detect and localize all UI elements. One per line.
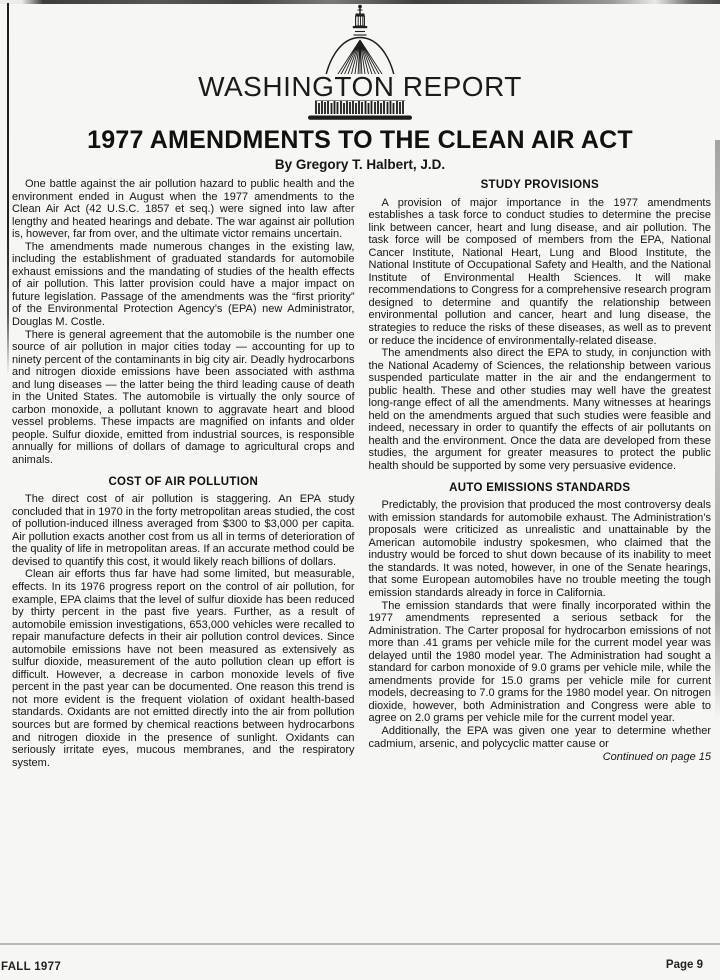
body-paragraph: One battle against the air pollution hazard to public health and the environment ended in August when the 1977 amendments to the Clean Air Act (42 U.S.C. 1857 et seq.) were signed into law after lengthy and heated hearings and debate. The war against air pollution is, however, far from over, and the ultimate victor remains uncertain. <box>12 178 355 241</box>
body-paragraph: The direct cost of air pollution is staggering. An EPA study concluded that in 1970 in the forty metropolitan areas studied, the cost of pollution-induced illness averaged from $300 to $3,000 per capita. Air pollution exacts another cost from us all in terms of deterioration of the quality of life in metropolitan areas. If an accurate method could be devised to quantify this cost, it would likely reach billions of dollars. <box>12 493 355 568</box>
body-paragraph: The amendments made numerous changes in the existing law, including the establishment of graduated standards for automobile exhaust emissions and the mandating of studies of the health effects of air pollution. This latter provision could have a major impact on future legislation. Passage of the amendments was the “first priority” of the Environmental Protection Agency’s (EPA) new Administrator, Douglas M. Costle. <box>12 240 355 329</box>
scan-edge-right <box>715 140 720 720</box>
article-headline: 1977 AMENDMENTS TO THE CLEAN AIR ACT <box>87 126 633 154</box>
bottom-rule <box>0 943 720 945</box>
right-column <box>369 178 712 769</box>
capitol-colonnade-icon <box>307 99 413 123</box>
left-column <box>12 178 355 769</box>
body-paragraph: Predictably, the provision that produced the most controversy deals with emission standards for automobile exhaust. The Administration’s proposals were criticized as unrealistic and unattainable by the American automobile industry spokesmen, who claimed that the industry would be forced to shut down because of its inability to meet the standards. It was noted, however, in one of the Senate hearings, that some European automobiles have no trouble meeting the tough emission standards already in force in California. <box>368 499 711 599</box>
footer-issue: FALL 1977 <box>1 961 62 973</box>
body-paragraph: The emission standards that were finally incorporated within the 1977 amendments represented a serious setback for the Administration. The Carter proposal for hydrocarbon emissions of not more than .41 grams per vehicle mile for the current model year was delayed until the 1980 model year. The Administration had sought a standard for carbon monoxide of 9.0 grams per vehicle mile, while the amendments provide for 15.0 grams per vehicle mile for current models, decreasing to 7.0 grams for the 1980 model year. On nitrogen dioxide, however, both Administration and Congress were able to agree on 2.0 grams per vehicle mile for the current model year. <box>368 599 711 725</box>
masthead <box>0 0 720 176</box>
section-heading-cost-of-air-pollution: COST OF AIR POLLUTION <box>108 475 259 488</box>
masthead-title: WASHINGTON REPORT <box>191 74 529 100</box>
scan-edge-top <box>0 0 720 4</box>
article-body <box>0 176 720 769</box>
body-paragraph: There is general agreement that the automobile is the number one source of air pollution in major cities today — accounting for up to ninety percent of the contaminants in big city air. Deadly hydrocarbons and nitrogen dioxide emissions have been associated with asthma and lung diseases — the latter being the third leading cause of death in the United States. The automobile is virtually the only source of carbon monoxide, a pollutant known to aggravate heart and blood vessel problems. These impacts are magnified on infants and older people. Sulfur dioxide, emitted from industrial sources, is responsible annually for millions of dollars of damage to agricultural crops and animals. <box>12 328 355 467</box>
article-byline: By Gregory T. Halbert, J.D. <box>274 157 446 172</box>
scan-edge-left <box>7 3 9 375</box>
body-paragraph: Additionally, the EPA was given one year to determine whether cadmium, arsenic, and polycyclic matter cause or <box>368 724 711 750</box>
section-heading-auto-emissions-standards: AUTO EMISSIONS STANDARDS <box>449 481 631 494</box>
continued-notice: Continued on page 15 <box>602 751 711 764</box>
body-paragraph: A provision of major importance in the 1977 amendments establishes a task force to conduct studies to determine the precise link between cancer, heart and lung disease, and air pollution. The task force will be composed of members from the EPA, National Cancer Institute, National Heart, Lung and Blood Institute, the National Institute of Occupational Safety and Health, and the National Institute of Environmental Health Sciences. It will make recommendations to Congress for a comprehensive research program designed to determine and quantify the relationship between environmental pollution and cancer, heart and lung disease, the strategies to reduce the risks of these diseases, as well as to prevent or reduce the incidence of environmentally-related disease. <box>368 196 711 347</box>
section-heading-study-provisions: STUDY PROVISIONS <box>480 179 599 191</box>
body-paragraph: The amendments also direct the EPA to study, in conjunction with the National Academy of Sciences, the relationship between various suspended particulate matter in the air and the endangerment to public health. These and other studies may well have the greatest long-range effect of all the amendments. Many witnesses at hearings held on the amendments argued that such studies were feasible and indeed, necessary in order to quantify the effects of air pollutants on health and the environment. Once the data are developed from these studies, the argument for greater measures to protect the public health should be supported by some very persuasive evidence. <box>368 347 711 473</box>
body-paragraph: Clean air efforts thus far have had some limited, but measurable, effects. In its 1976 progress report on the control of air pollution, for example, EPA claims that the level of sulfur dioxide has been reduced by thirty percent in the past five years. Further, as a result of automobile emission investigations, 653,000 vehicles were recalled to repair manufacture defects in their air pollution control devices. Since automobile emissions have not been measured as extensively as sulfur dioxide, measurement of the auto pollution clean up effort is difficult. However, a decrease in carbon monoxide levels of five percent in the past year can be documented. One reason this trend is not more evident is the frequent violation of oxidant health-based standards. Oxidants are not emitted directly into the air from pollution sources but are formed by chemical reactions between hydrocarbons and nitrogen dioxide in the presence of sunlight. Oxidants can seriously irritate eyes, mucous membranes, and the respiratory system. <box>12 568 355 769</box>
footer-page-number: Page 9 <box>665 959 703 971</box>
